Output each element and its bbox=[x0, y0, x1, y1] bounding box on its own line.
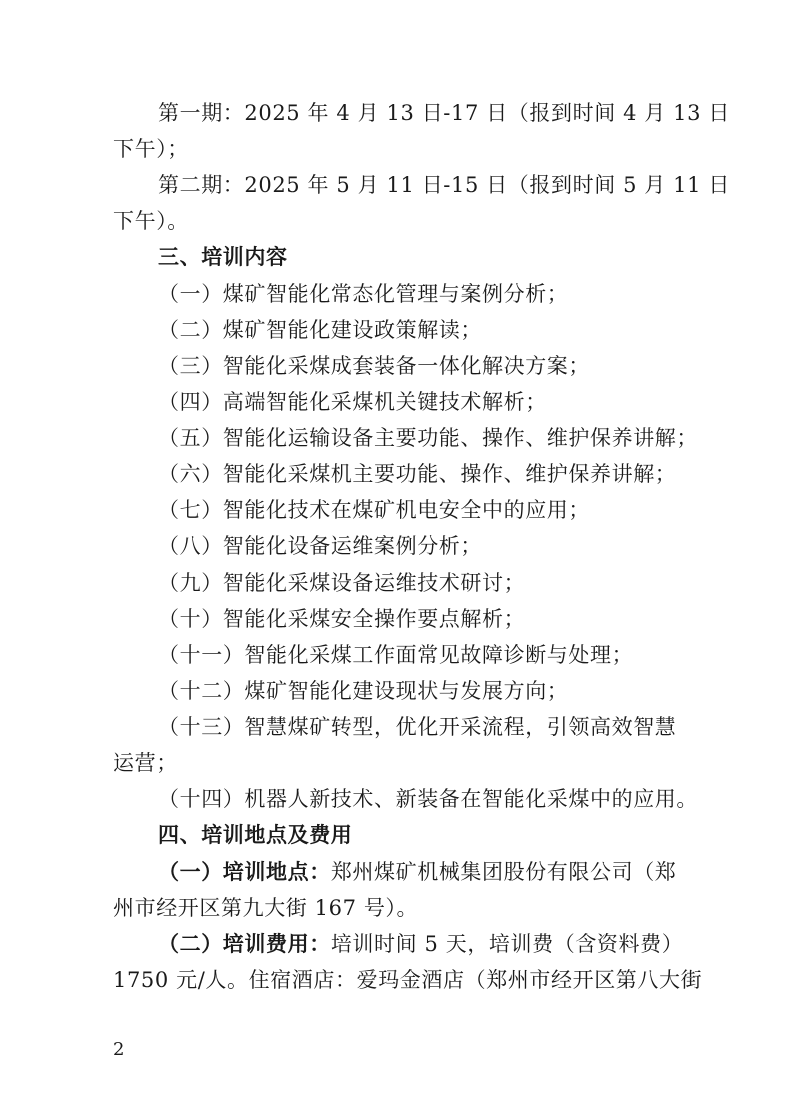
content-item: （四）高端智能化采煤机关键技术解析； bbox=[158, 390, 547, 414]
content-item: （三）智能化采煤成套装备一体化解决方案； bbox=[158, 354, 590, 378]
content-item: （十三）智慧煤矿转型，优化开采流程，引领高效智慧 bbox=[158, 715, 677, 739]
schedule-period2-line1: 第二期：2025 年 5 月 11 日-15 日（报到时间 5 月 11 日 bbox=[158, 173, 730, 197]
schedule-period1-line2: 下午）； bbox=[113, 137, 189, 161]
fee-label: （二）培训费用： bbox=[158, 932, 331, 956]
location-line2: 州市经开区第九大街 167 号）。 bbox=[113, 896, 419, 920]
content-item: （十二）煤矿智能化建设现状与发展方向； bbox=[158, 679, 569, 703]
fee-text: 培训时间 5 天，培训费（含资料费） bbox=[330, 932, 684, 956]
schedule-period1-line1: 第一期：2025 年 4 月 13 日-17 日（报到时间 4 月 13 日 bbox=[158, 101, 730, 125]
fee-line2: 1750 元/人。住宿酒店：爱玛金酒店（郑州市经开区第八大街 bbox=[113, 968, 703, 992]
content-item: （一）煤矿智能化常态化管理与案例分析； bbox=[158, 282, 569, 306]
content-item: （七）智能化技术在煤矿机电安全中的应用； bbox=[158, 498, 590, 522]
content-item: （十一）智能化采煤工作面常见故障诊断与处理； bbox=[158, 643, 634, 667]
schedule-period2-line2: 下午）。 bbox=[113, 209, 189, 233]
fee-line1 bbox=[158, 929, 684, 959]
content-item: （十）智能化采煤安全操作要点解析； bbox=[158, 607, 526, 631]
content-item: （十四）机器人新技术、新装备在智能化采煤中的应用。 bbox=[158, 787, 698, 811]
content-item: （六）智能化采煤机主要功能、操作、维护保养讲解； bbox=[158, 462, 677, 486]
location-line1 bbox=[158, 857, 677, 887]
location-label: （一）培训地点： bbox=[158, 860, 331, 884]
section-heading-content: 三、培训内容 bbox=[158, 245, 288, 269]
location-text: 郑州煤矿机械集团股份有限公司（郑 bbox=[330, 860, 677, 884]
content-item: （二）煤矿智能化建设政策解读； bbox=[158, 318, 482, 342]
page-number: 2 bbox=[113, 1039, 125, 1060]
content-item: （九）智能化采煤设备运维技术研讨； bbox=[158, 571, 526, 595]
section-heading-location: 四、培训地点及费用 bbox=[158, 823, 353, 847]
content-item: （五）智能化运输设备主要功能、操作、维护保养讲解； bbox=[158, 426, 698, 450]
content-item-continuation: 运营； bbox=[113, 751, 178, 775]
content-item: （八）智能化设备运维案例分析； bbox=[158, 534, 482, 558]
